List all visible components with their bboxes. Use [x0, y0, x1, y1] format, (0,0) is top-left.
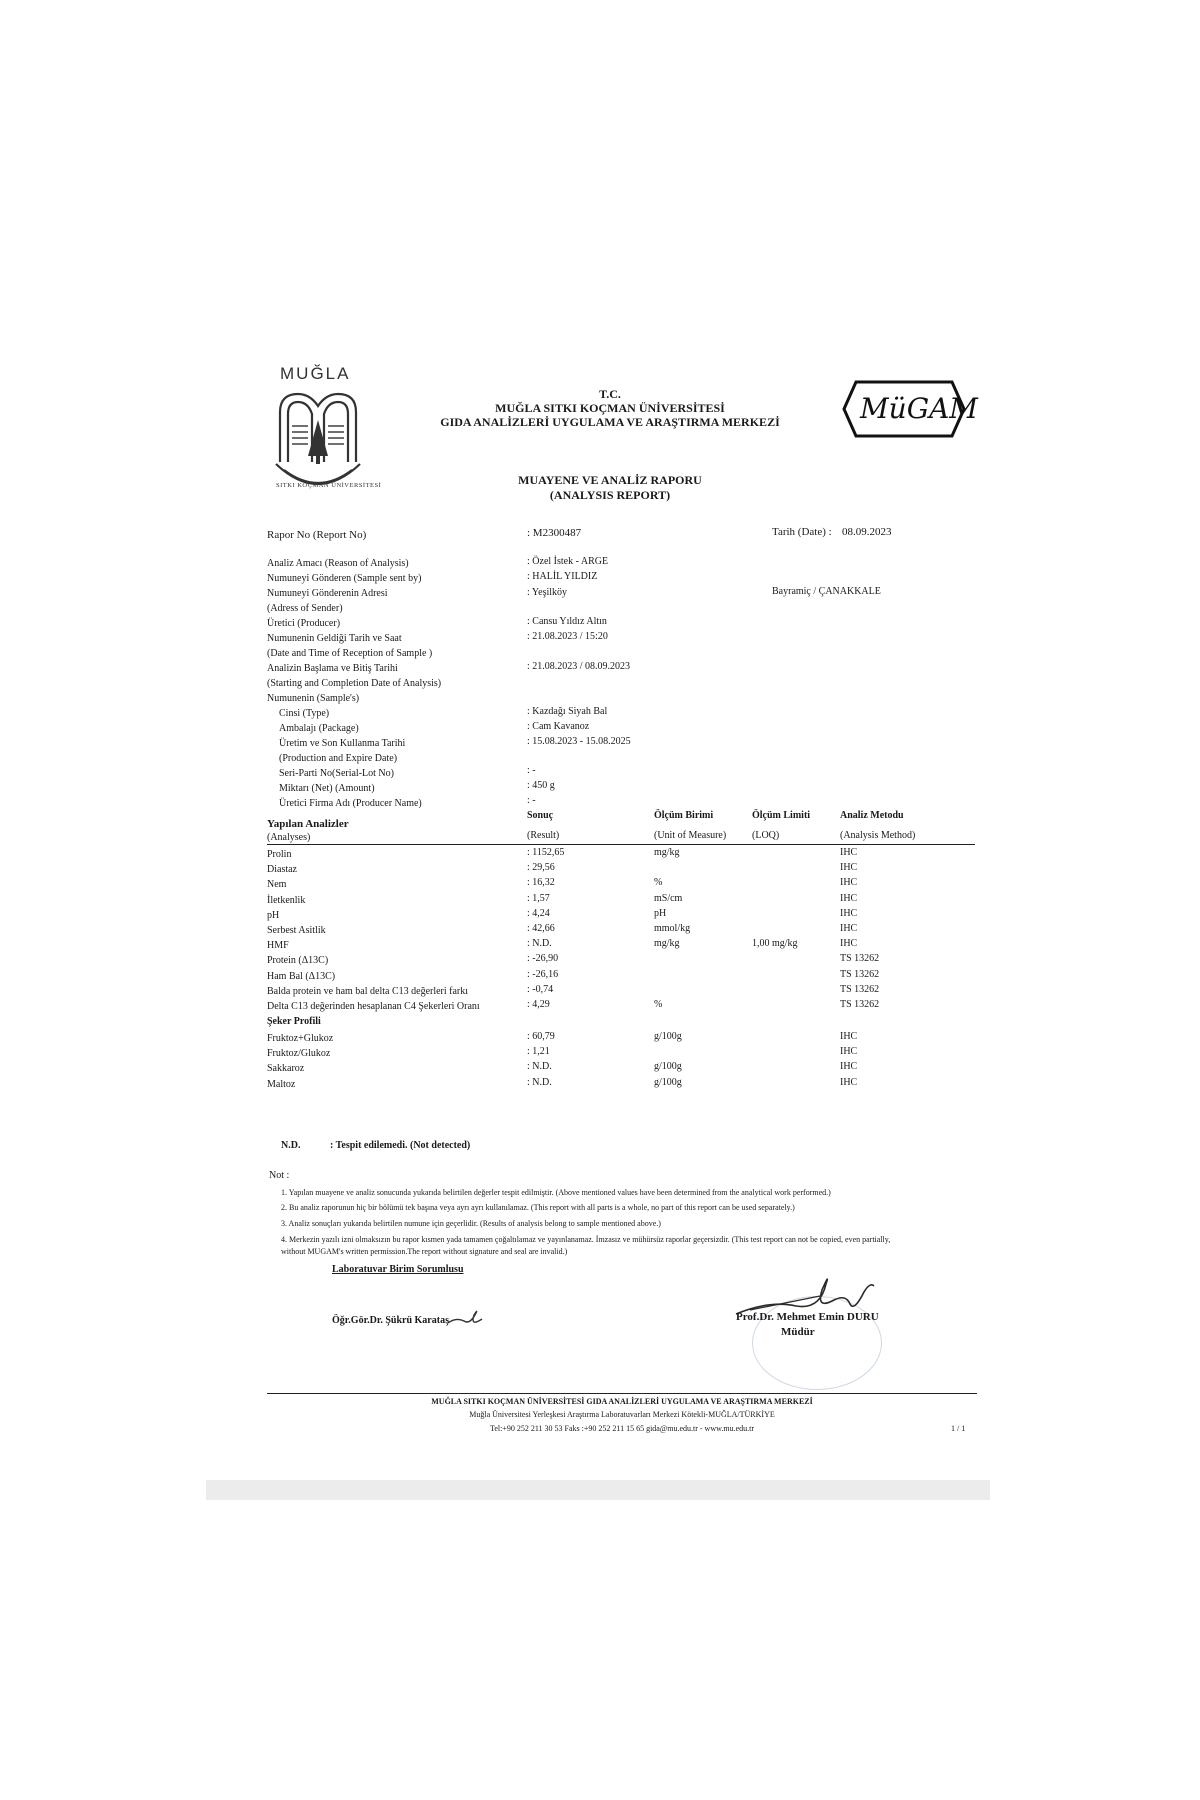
row-name-cell: Prolin — [267, 849, 292, 860]
row-name-cell: Serbest Asitlik — [267, 925, 326, 936]
director-name: Prof.Dr. Mehmet Emin DURU — [736, 1311, 879, 1323]
lab-signature-icon — [446, 1305, 486, 1331]
sugar-row-method-cell: IHC — [840, 1031, 858, 1042]
date-label: Tarih (Date) : — [772, 526, 832, 538]
footer-address: Muğla Üniversitesi Yerleşkesi Araştırma Laboratuvarları Merkezi Kötekli-MUĞLA/TÜRKİYE — [469, 1410, 775, 1419]
col-unit-header: Ölçüm Birimi — [654, 810, 714, 821]
row-result-cell: : 4,29 — [527, 999, 550, 1010]
sugar-row-unit-cell: g/100g — [654, 1076, 682, 1088]
expire-value: : 15.08.2023 - 15.08.2025 — [527, 736, 631, 747]
lab-signer-name: Öğr.Gör.Dr. Şükrü Karataş — [332, 1315, 449, 1326]
row-method-cell: IHC — [840, 877, 858, 889]
producer-label: Üretici (Producer) — [267, 618, 341, 629]
header-center: GIDA ANALİZLERİ UYGULAMA VE ARAŞTIRMA MERKEZİ — [440, 415, 780, 429]
row-result-cell: : 29,56 — [527, 862, 555, 874]
bottom-gray-band — [206, 1480, 990, 1500]
notes-label: Not : — [269, 1170, 290, 1181]
sugar-row-result-cell: : N.D. — [527, 1076, 552, 1088]
row-name-cell: HMF — [267, 940, 289, 952]
sugar-row-name-cell: Sakkaroz — [267, 1063, 305, 1075]
report-no-label: Rapor No (Report No) — [267, 529, 367, 541]
report-title: MUAYENE VE ANALİZ RAPORU — [518, 473, 702, 487]
row-method-cell: IHC — [840, 847, 858, 858]
sender-value: : HALİL YILDIZ — [527, 571, 598, 582]
row-name-cell: Diastaz — [267, 864, 297, 876]
note-1: 1. Yapılan muayene ve analiz sonucunda yukarıda belirtilen değerler tespit edilmiştir. (Above mentioned values have been determined from the analytical work performed.) — [281, 1188, 831, 1197]
row-name-cell: Delta C13 değerinden hesaplanan C4 Şekerleri Oranı — [267, 1001, 480, 1012]
row-unit-cell: % — [654, 999, 663, 1010]
lab-title: Laboratuvar Birim Sorumlusu — [332, 1264, 464, 1275]
mugam-logo — [842, 380, 978, 438]
director-title: Müdür — [781, 1326, 815, 1338]
sugar-row-result-cell: : N.D. — [527, 1061, 552, 1073]
row-result-cell: : 4,24 — [527, 907, 550, 919]
analysis-date-value: : 21.08.2023 / 08.09.2023 — [527, 661, 631, 672]
mugam-logo-text: MüGAM — [860, 392, 978, 425]
note-3: 3. Analiz sonuçları yukarıda belirtilen numune için geçerlidir. (Results of analysis belong to sample mentioned above.) — [281, 1219, 661, 1228]
sugar-row-method-cell: IHC — [840, 1046, 858, 1058]
firm-label: Üretici Firma Adı (Producer Name) — [279, 798, 422, 809]
package-label: Ambalajı (Package) — [279, 723, 359, 734]
row-loq-cell: 1,00 mg/kg — [752, 938, 798, 950]
university-logo — [270, 364, 382, 496]
col-analyses-header: Yapılan Analizler — [267, 818, 349, 830]
reception-value: : 21.08.2023 / 15:20 — [527, 631, 608, 642]
row-result-cell: : -0,74 — [527, 983, 554, 995]
sugar-row-name-cell: Maltoz — [267, 1078, 296, 1090]
row-unit-cell: mmol/kg — [654, 923, 691, 934]
row-name-cell: Balda protein ve ham bal delta C13 değerleri farkı — [267, 985, 469, 997]
note-4-cont: without MUGAM's written permission.The report without signature and seal are invalid.) — [281, 1247, 568, 1256]
row-method-cell: IHC — [840, 907, 858, 919]
report-subtitle: (ANALYSIS REPORT) — [549, 488, 671, 502]
type-value: : Kazdağı Siyah Bal — [527, 706, 608, 717]
row-method-cell: TS 13262 — [840, 983, 880, 995]
lot-label: Seri-Parti No(Serial-Lot No) — [279, 768, 394, 779]
row-method-cell: IHC — [840, 938, 858, 950]
type-label: Cinsi (Type) — [279, 708, 330, 719]
row-method-cell: TS 13262 — [840, 968, 880, 980]
sugar-row-method-cell: IHC — [840, 1061, 858, 1073]
footer-org: MUĞLA SITKI KOÇMAN ÜNİVERSİTESİ GIDA ANALİZLERİ UYGULAMA VE ARAŞTIRMA MERKEZİ — [431, 1397, 813, 1406]
firm-value: : - — [527, 795, 536, 806]
footer-rule — [267, 1393, 977, 1394]
row-method-cell: IHC — [840, 892, 858, 904]
sample-heading: Numunenin (Sample's) — [267, 693, 360, 704]
table-header-rule — [267, 844, 975, 845]
col-result-header: Sonuç — [527, 810, 554, 821]
sugar-row-unit-cell: g/100g — [654, 1031, 682, 1042]
row-method-cell: TS 13262 — [840, 953, 880, 965]
date-value: 08.09.2023 — [842, 526, 892, 538]
nd-abbr: N.D. — [281, 1140, 301, 1151]
row-unit-cell: mg/kg — [654, 847, 680, 858]
logo-ring-text: SITKI KOÇMAN ÜNİVERSİTESİ — [276, 482, 382, 489]
col-result-header-en: (Result) — [527, 830, 560, 841]
sender-label: Numuneyi Gönderen (Sample sent by) — [267, 573, 422, 584]
package-value: : Cam Kavanoz — [527, 721, 590, 732]
col-method-header-en: (Analysis Method) — [840, 830, 916, 841]
row-unit-cell: % — [654, 877, 663, 889]
row-result-cell: : N.D. — [527, 938, 552, 950]
header-tc: T.C. — [599, 387, 621, 401]
sugar-row-name-cell: Fruktoz/Glukoz — [267, 1048, 331, 1060]
address-label-en: (Adress of Sender) — [267, 603, 343, 614]
row-name-cell: Protein (Δ13C) — [267, 955, 329, 967]
col-loq-header: Ölçüm Limiti — [752, 810, 811, 821]
col-loq-header-en: (LOQ) — [752, 830, 780, 841]
lot-value: : - — [527, 765, 536, 776]
producer-value: : Cansu Yıldız Altın — [527, 616, 607, 627]
footer-contact: Tel:+90 252 211 30 53 Faks :+90 252 211 15 65 gida@mu.edu.tr - www.mu.edu.tr — [489, 1424, 755, 1433]
row-name-cell: Ham Bal (Δ13C) — [267, 970, 336, 982]
reason-value: : Özel İstek - ARGE — [527, 556, 609, 567]
expire-label-en: (Production and Expire Date) — [279, 753, 398, 764]
row-result-cell: : 1,57 — [527, 892, 550, 904]
col-analyses-header-en: (Analyses) — [267, 832, 311, 843]
sugar-row-result-cell: : 60,79 — [527, 1031, 555, 1042]
row-unit-cell: mS/cm — [654, 892, 683, 904]
row-method-cell: TS 13262 — [840, 999, 880, 1010]
reception-label: Numunenin Geldiği Tarih ve Saat — [267, 633, 402, 644]
sugar-profile-heading: Şeker Profili — [267, 1016, 321, 1027]
sugar-row-result-cell: : 1,21 — [527, 1046, 550, 1058]
row-result-cell: : 16,32 — [527, 877, 555, 889]
amount-value: : 450 g — [527, 780, 555, 791]
reason-label: Analiz Amacı (Reason of Analysis) — [267, 558, 409, 569]
sugar-row-unit-cell: g/100g — [654, 1061, 682, 1073]
address-value: : Yeşilköy — [527, 587, 568, 598]
note-4: 4. Merkezin yazılı izni olmaksızın bu rapor kısmen yada tamamen çoğaltılamaz ve yayınlanamaz. İmzasız ve mühürsüz raporlar geçersizdir. (This test report can not be copied, even partially, — [281, 1235, 891, 1244]
row-result-cell: : -26,16 — [527, 968, 559, 980]
col-unit-header-en: (Unit of Measure) — [654, 830, 727, 841]
row-unit-cell: mg/kg — [654, 938, 680, 950]
analysis-date-label: Analizin Başlama ve Bitiş Tarihi — [267, 663, 398, 674]
amount-label: Miktarı (Net) (Amount) — [279, 783, 375, 794]
row-result-cell: : -26,90 — [527, 953, 559, 965]
row-name-cell: Nem — [267, 879, 287, 891]
col-method-header: Analiz Metodu — [840, 810, 904, 821]
address-city: Bayramiç / ÇANAKKALE — [772, 586, 881, 597]
reception-label-en: (Date and Time of Reception of Sample ) — [267, 648, 433, 659]
logo-word: MUĞLA — [280, 364, 351, 383]
row-name-cell: pH — [267, 909, 280, 921]
row-result-cell: : 1152,65 — [527, 847, 565, 858]
address-label: Numuneyi Gönderenin Adresi — [267, 588, 388, 599]
analysis-date-label-en: (Starting and Completion Date of Analysis) — [267, 678, 442, 689]
page-number: 1 / 1 — [951, 1424, 966, 1433]
sugar-row-name-cell: Fruktoz+Glukoz — [267, 1033, 334, 1044]
expire-label: Üretim ve Son Kullanma Tarihi — [279, 738, 406, 749]
sugar-row-method-cell: IHC — [840, 1076, 858, 1088]
note-2: 2. Bu analiz raporunun hiç bir bölümü tek başına veya ayrı ayrı kullanılamaz. (This report with all parts is a whole, no part of this report can be used separately.) — [281, 1203, 795, 1212]
row-method-cell: IHC — [840, 862, 858, 874]
report-no-value: : M2300487 — [527, 527, 582, 539]
row-name-cell: İletkenlik — [267, 894, 306, 906]
row-method-cell: IHC — [840, 923, 858, 934]
row-unit-cell: pH — [654, 907, 667, 919]
nd-text: : Tespit edilemedi. (Not detected) — [330, 1140, 471, 1151]
row-result-cell: : 42,66 — [527, 923, 555, 934]
header-university: MUĞLA SITKI KOÇMAN ÜNİVERSİTESİ — [495, 401, 725, 415]
